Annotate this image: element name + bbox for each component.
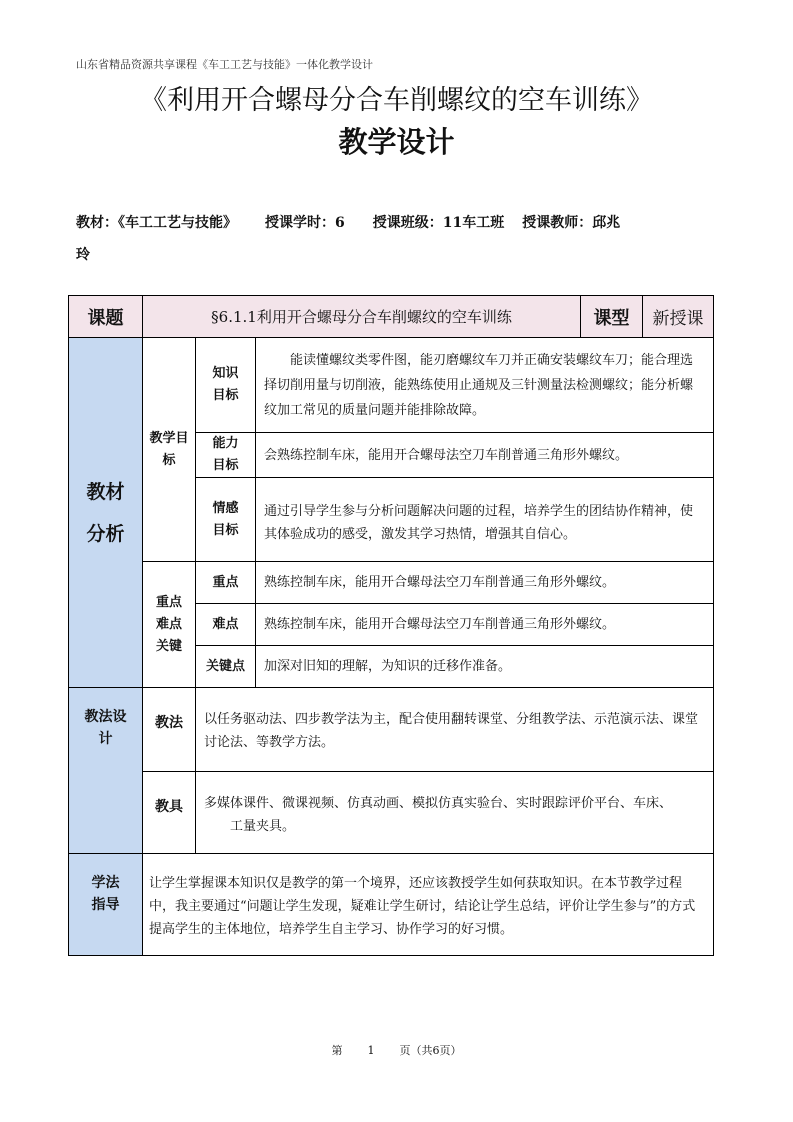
key-label: 重点 [196, 562, 256, 604]
method-text: 以任务驱动法、四步教学法为主，配合使用翻转课堂、分组教学法、示范演示法、课堂讨论法、等教学方法。 [196, 688, 714, 772]
topic-row [69, 296, 714, 338]
knowledge-row [69, 338, 714, 433]
keys-label: 重点难点关键 [143, 562, 196, 688]
method-design-label: 教法设计 [69, 688, 143, 854]
method-row [69, 688, 714, 772]
key-text: 熟练控制车床，能用开合螺母法空刀车削普通三角形外螺纹。 [256, 562, 714, 604]
goals-label: 教学目标 [143, 338, 196, 562]
knowledge-label: 知识目标 [196, 338, 256, 433]
emotion-label: 情感目标 [196, 478, 256, 562]
tools-text [196, 772, 714, 854]
tools-row [69, 772, 714, 854]
difficulty-label: 难点 [196, 604, 256, 646]
document-subtitle: 教学设计 [338, 125, 455, 159]
study-label: 学法指导 [69, 854, 143, 956]
page-header: 山东省精品资源共享课程《车工工艺与技能》一体化教学设计 [76, 58, 373, 71]
meta-line [76, 212, 620, 232]
study-row [69, 854, 714, 956]
page-prefix: 第 [331, 1044, 343, 1057]
method-label: 教法 [143, 688, 196, 772]
tools-label: 教具 [143, 772, 196, 854]
analysis-label-2: 分析 [86, 522, 125, 545]
tools-text-line-2: 工量夹具。 [230, 819, 296, 834]
analysis-cell [69, 338, 143, 688]
type-value: 新授课 [643, 296, 714, 338]
ability-label: 能力目标 [196, 433, 256, 478]
key-row [69, 562, 714, 604]
page-suffix: 页（共6页） [399, 1044, 462, 1057]
meta-textbook: 教材：《车工工艺与技能》 [76, 215, 237, 231]
topic-label: 课题 [69, 296, 143, 338]
meta-teacher-cont: 玲 [76, 247, 90, 263]
knowledge-text: 能读懂螺纹类零件图，能刃磨螺纹车刀并正确安装螺纹车刀；能合理选择切削用量与切削液，能熟练使用止通规及三针测量法检测螺纹；能分析螺纹加工常见的质量问题并能排除故障。 [256, 338, 714, 433]
difficulty-text: 熟练控制车床，能用开合螺母法空刀车削普通三角形外螺纹。 [256, 604, 714, 646]
tools-text-line-1: 多媒体课件、微课视频、仿真动画、模拟仿真实验台、实时跟踪评价平台、车床、 [204, 796, 673, 811]
page-footer [0, 1042, 793, 1058]
study-text: 让学生掌握课本知识仅是教学的第一个境界，还应该教授学生如何获取知识。在本节教学过程中，我主要通过“问题让学生发现，疑难让学生研讨，结论让学生总结，评价让学生参与”的方式提高学生的主体地位，培养学生自主学习、协作学习的好习惯。 [143, 854, 714, 956]
analysis-label-1: 教材 [86, 480, 125, 503]
document-title: 《利用开合螺母分合车削螺纹的空车训练》 [140, 85, 653, 116]
page-number: 1 [367, 1044, 375, 1057]
meta-hours: 授课学时：6 [265, 215, 345, 231]
topic-value: §6.1.1利用开合螺母分合车削螺纹的空车训练 [143, 296, 581, 338]
emotion-text: 通过引导学生参与分析问题解决问题的过程，培养学生的团结协作精神，使其体验成功的感受，激发其学习热情，增强其自信心。 [256, 478, 714, 562]
meta-teacher: 授课教师：邱兆 [522, 215, 621, 231]
lesson-plan-table [68, 295, 714, 956]
type-label: 课型 [581, 296, 643, 338]
ability-text: 会熟练控制车床，能用开合螺母法空刀车削普通三角形外螺纹。 [256, 433, 714, 478]
crux-text: 加深对旧知的理解，为知识的迁移作准备。 [256, 646, 714, 688]
meta-class: 授课班级：11车工班 [372, 215, 505, 231]
crux-label: 关键点 [196, 646, 256, 688]
